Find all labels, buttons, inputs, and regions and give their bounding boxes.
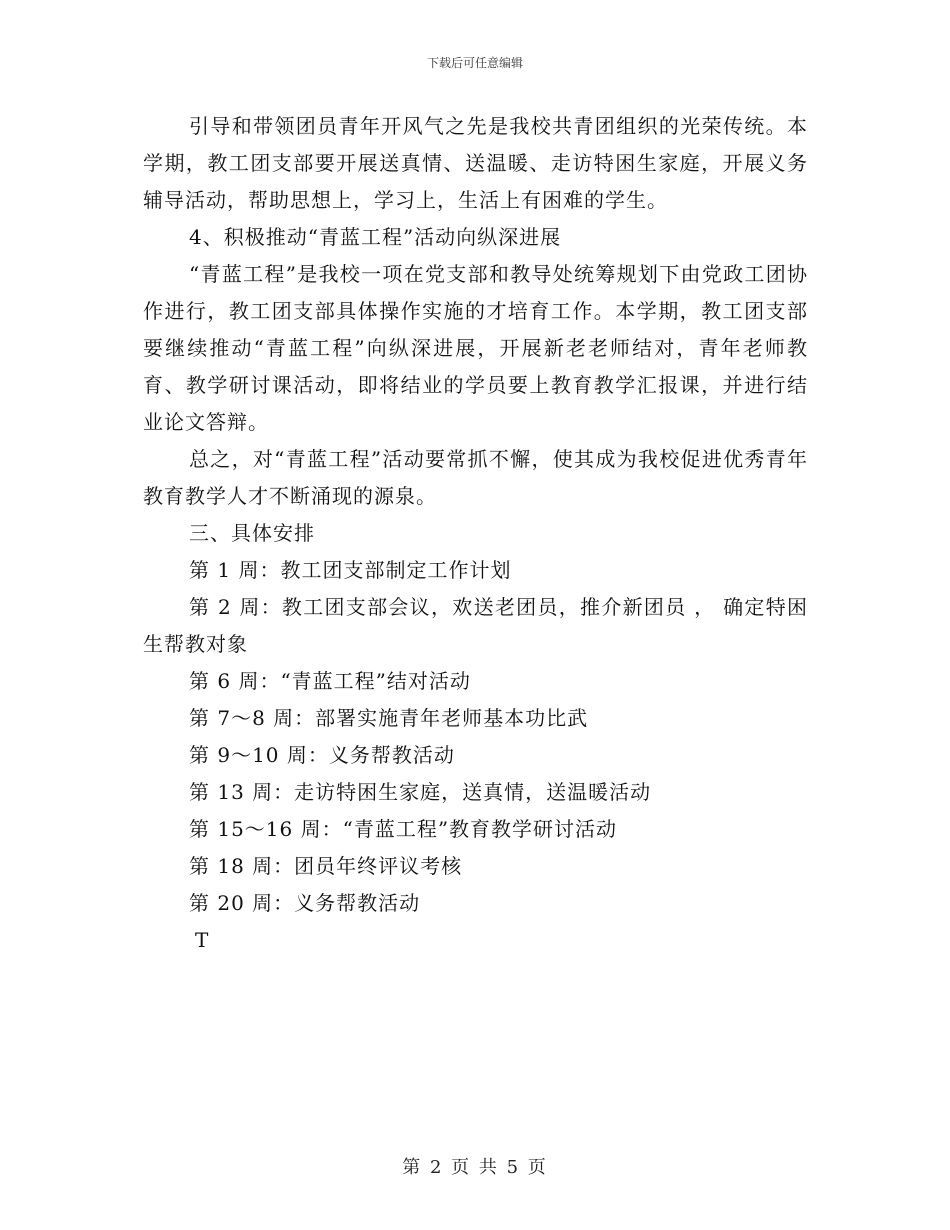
schedule-item-week-7-8: 第 7～8 周：部署实施青年老师基本功比武 [189,706,589,730]
page-footer: 第 2 页 共 5 页 [402,1157,548,1178]
paragraph-intro: 引导和带领团员青年开风气之先是我校共青团组织的光荣传统。本学期，教工团支部要开展送真情、送温暖、走访特困生家庭，开展义务辅导活动，帮助思想上，学习上，生活上有困难的学生。 [143,114,808,212]
section-heading-4: 4、积极推动“青蓝工程”活动向纵深进展 [189,225,562,249]
schedule-item-week-20: 第 20 周：义务帮教活动 [189,891,421,915]
document-body [143,108,808,959]
schedule-item-week-18: 第 18 周：团员年终评议考核 [189,854,463,878]
header-note: 下载后可任意编辑 [426,56,523,70]
schedule-item-week-2: 第 2 周：教工团支部会议，欢送老团员，推介新团员 ， 确定特困生帮教对象 [143,595,808,656]
schedule-item-week-13: 第 13 周：走访特困生家庭，送真情，送温暖活动 [189,780,652,804]
paragraph-summary: 总之，对“青蓝工程”活动要常抓不懈，使其成为我校促进优秀青年教育教学人才不断涌现的源泉。 [143,447,808,508]
schedule-item-week-9-10: 第 9～10 周：义务帮教活动 [189,743,455,767]
schedule-item-week-1: 第 1 周：教工团支部制定工作计划 [189,558,512,582]
schedule-item-week-15-16: 第 15～16 周：“青蓝工程”教育教学研讨活动 [189,817,618,841]
trailing-mark: T [195,928,210,952]
paragraph-qinglan: “青蓝工程”是我校一项在党支部和教导处统筹规划下由党政工团协作进行，教工团支部具体操作实施的才培育工作。本学期，教工团支部要继续推动“青蓝工程”向纵深进展，开展新老老师结对，青年老师教育、教学研讨课活动，即将结业的学员要上教育教学汇报课，并进行结业论文答辩。 [143,262,808,434]
schedule-item-week-6: 第 6 周：“青蓝工程”结对活动 [189,669,471,693]
section-heading-3: 三、具体安排 [189,521,315,545]
